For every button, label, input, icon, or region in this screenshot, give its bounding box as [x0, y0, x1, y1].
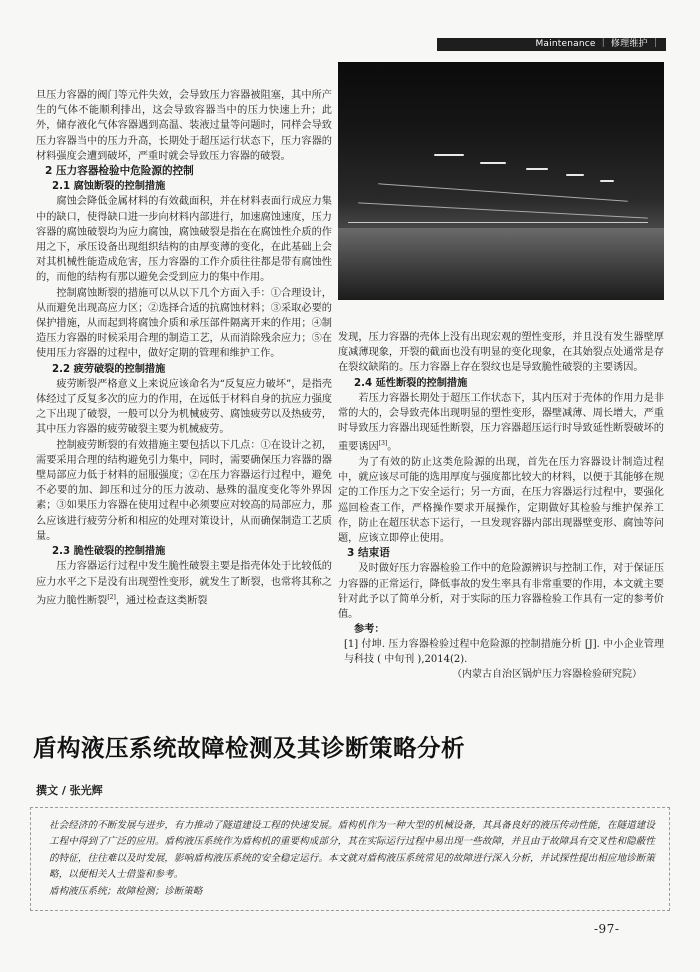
references-heading: 参考：	[354, 624, 385, 636]
page-number: -97-	[594, 922, 620, 936]
paragraph-2-4-a-text: 若压力容器长期处于超压工作状态下，其内压对于壳体的作用力是非常的大的，会导致壳体出现明显的塑性变形，器壁减薄、周长增大，严重时导致压力容器出现延性断裂，压力容器超压运行时导致延性断裂破坏的重要诱因	[338, 392, 665, 453]
paragraph-2-1-a: 腐蚀会降低金属材料的有效截面积，并在材料表面行成应力集中的缺口，使得缺口进一步向材料内部进行，加速腐蚀速度，压力容器的腐蚀破裂均为应力腐蚀，腐蚀破裂是指在在腐蚀性介质的作用之下，承压设备出现组织结构的由厚变薄的变化，在此基础上会对其机械性能造成危害，压力容器的工作介质往往都是带有腐蚀性的，而他的结构有那以避免会受到应力的集中作用。	[36, 196, 332, 284]
paragraph-2-3-text: 压力容器运行过程中发生脆性破裂主要是指壳体处于比较低的应力水平之下是没有出现塑性变形，就发生了断裂，也常将其称之为应力脆性断裂	[36, 561, 332, 607]
industrial-photo	[338, 62, 664, 300]
subheading-2-2: 2.2 疲劳破裂的控制措施	[52, 363, 166, 375]
paragraph-2-2-b: 控制疲劳断裂的有效措施主要包括以下几点：①在设计之初，需要采用合理的结构避免引力集中，同时，需要确保压力容器的器壁局部应力低于材料的屈服强度；②在压力容器运行过程中，避免不必要的加、卸压和过分的压力波动、悬殊的温度变化等外界因素；③如果压力容器在使用过程中必须要应对较高的局部应力，那么应该进行疲劳分析和相应的处理对策设计，从而确保制造工艺质量。	[36, 439, 332, 542]
paragraph-top-right: 发现，压力容器的壳体上没有出现宏观的塑性变形，并且没有发生器壁厚度减薄现象，开裂的截面也没有明显的变化现象，在其始裂点处通常是存在裂纹缺陷的。压力容器上存在裂纹也是导致脆性破裂的主要诱因。	[338, 332, 664, 374]
intro-paragraph: 旦压力容器的阀门等元件失效，会导致压力容器被阻塞，其中所产生的气体不能顺利排出，这会导致容器当中的压力快速上升；此外，储存液化气体容器遇到高温、装液过量等问题时，同样会导致压力容器当中的压力升高，长期处于超压运行状态下，压力容器的材料强度会遭到破坏，严重时就会导致压力容器的破裂。	[36, 90, 332, 162]
paragraph-2-4-a	[338, 391, 664, 455]
paragraph-conclusion: 及时做好压力容器检验工作中的危险源辨识与控制工作，对于保证压力容器的正常运行，降低事故的发生率具有非常重要的作用，本文就主要针对此予以了简单分析，对于实际的压力容器检验工作具有一定的参考价值。	[338, 563, 665, 621]
section-label: Maintenance ｜ 修理维护 ｜	[535, 39, 660, 49]
reference-1: [1] 付坤. 压力容器检验过程中危险源的控制措施分析 [J]. 中小企业管理与科技 ( 中旬刊 ),2014(2).	[344, 639, 664, 666]
citation-2: [2]	[107, 593, 116, 601]
right-column	[338, 330, 664, 682]
section-header-bar	[437, 38, 666, 51]
citation-3: [3]	[378, 440, 388, 448]
article-title: 盾构液压系统故障检测及其诊断策略分析	[33, 734, 465, 762]
paragraph-2-1-b: 控制腐蚀断裂的措施可以从以下几个方面入手：①合理设计，从而避免出现高应力区；②选择合适的抗腐蚀材料；③采取必要的保护措施，从而起到将腐蚀介质和承压部件隔离开来的作用；④制造压力容器的时候采用合理的制造工艺，从而消除残余应力；⑤在使用压力容器的过程中，做好定期的管理和维护工作。	[36, 287, 332, 360]
paragraph-2-4-b: 为了有效的防止这类危险源的出现，首先在压力容器设计制造过程中，就应该尽可能的选用厚度与强度都比较大的材料，以便于其能够在规定的工作压力之下安全运行；另一方面，在压力容器运行过程中，要强化巡回检查工作，严格操作要求开展操作，定期做好其检验与维护保养工作，防止在超压状态下运行，一旦发现容器内部出现器壁变形、腐蚀等问题，应该立即停止使用。	[338, 457, 664, 545]
paragraph-2-3-tail: ，通过检查这类断裂	[115, 595, 208, 607]
subheading-2-1: 2.1 腐蚀断裂的控制措施	[52, 181, 166, 193]
subheading-2-3: 2.3 脆性破裂的控制措施	[52, 546, 166, 558]
article-author: 撰文 / 张光辉	[36, 784, 103, 797]
abstract-keywords: 盾构液压系统；故障检测；诊断策略	[49, 885, 203, 897]
section-heading-conclusion: 3 结束语	[347, 547, 390, 560]
paragraph-2-2-a: 疲劳断裂严格意义上来说应该命名为“反复应力破坏”，是指壳体经过了反复多次的应力的作用，在远低于材料自身的抗应力强度之下出现了破裂，一般可以分为机械疲劳、腐蚀疲劳以及热疲劳，其中压力容器的疲劳破裂主要为机械疲劳。	[36, 378, 332, 436]
abstract-text: 社会经济的不断发展与进步，有力推动了隧道建设工程的快速发展。盾构机作为一种大型的机械设备，其具备良好的液压传动性能，在隧道建设工程中得到了广泛的应用。盾构液压系统作为盾构机的重要构成部分，其在实际运行过程中易出现一些故障，并且由于故障具有交叉性和隐蔽性的特征，往往难以及时发展，影响盾构液压系统的安全稳定运行。本文就对盾构液压系统常见的故障进行深入分析，并试探性提出相应地诊断策略，以便相关人士借鉴和参考。	[49, 820, 655, 881]
paragraph-2-3	[36, 559, 332, 608]
author-affiliation: （内蒙古自治区锅炉压力容器检验研究院）	[452, 669, 642, 681]
section-heading-control: 2 压力容器检验中危险源的控制	[45, 165, 194, 178]
paragraph-2-4-a-tail: 。	[387, 441, 398, 453]
left-column	[36, 88, 332, 608]
abstract-box	[30, 807, 670, 911]
subheading-2-4: 2.4 延性断裂的控制措施	[354, 377, 468, 389]
